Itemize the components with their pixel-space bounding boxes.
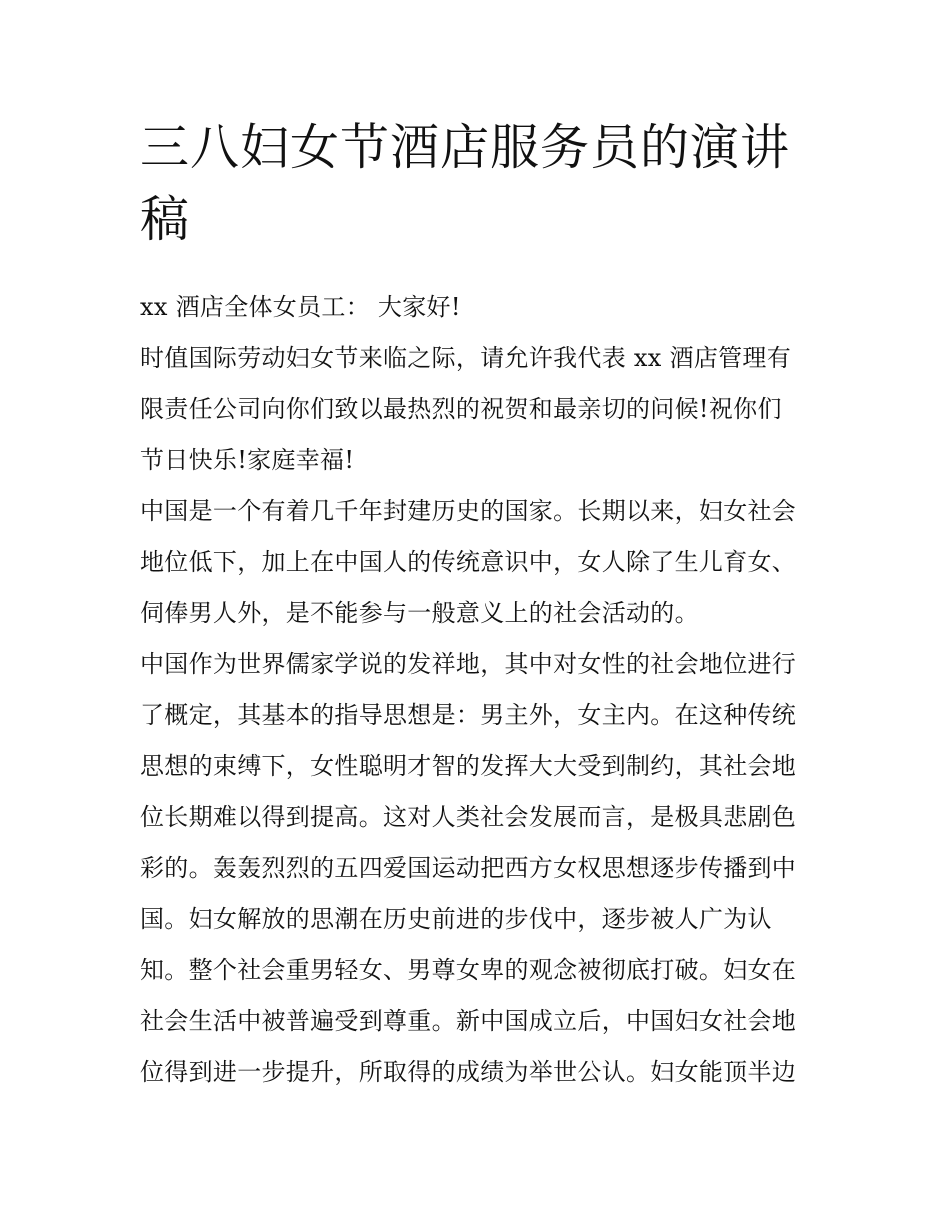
document-body bbox=[140, 282, 815, 1098]
text-line: 时值国际劳动妇女节来临之际，请允许我代表 xx 酒店管理有 bbox=[140, 344, 792, 372]
text-line: 地位低下，加上在中国人的传统意识中，女人除了生儿育女、 bbox=[140, 548, 797, 576]
text-line: 国。妇女解放的思潮在历史前进的步伐中，逐步被人广为认 bbox=[140, 905, 772, 933]
title-line: 三八妇女节酒店服务员的演讲 bbox=[140, 119, 791, 176]
text-line: 伺俸男人外，是不能参与一般意义上的社会活动的。 bbox=[140, 599, 699, 627]
text-line: 限责任公司向你们致以最热烈的祝贺和最亲切的问候!祝你们 bbox=[140, 395, 782, 423]
text-line: xx 酒店全体女员工： 大家好! bbox=[140, 293, 461, 321]
text-line: 位长期难以得到提高。这对人类社会发展而言，是极具悲剧色 bbox=[140, 803, 797, 831]
text-line: 中国是一个有着几千年封建历史的国家。长期以来，妇女社会 bbox=[140, 497, 797, 525]
text-line: 节日快乐!家庭幸福! bbox=[140, 446, 355, 474]
text-line: 了概定，其基本的指导思想是：男主外，女主内。在这种传统 bbox=[140, 701, 797, 729]
document-title bbox=[140, 112, 820, 256]
text-line: 位得到进一步提升，所取得的成绩为举世公认。妇女能顶半边 bbox=[140, 1058, 797, 1086]
text-line: 彩的。轰轰烈烈的五四爱国运动把西方女权思想逐步传播到中 bbox=[140, 854, 797, 882]
title-line: 稿 bbox=[140, 191, 191, 248]
text-line: 中国作为世界儒家学说的发祥地，其中对女性的社会地位进行 bbox=[140, 650, 797, 678]
text-line: 知。整个社会重男轻女、男尊女卑的观念被彻底打破。妇女在 bbox=[140, 956, 797, 984]
text-line: 思想的束缚下，女性聪明才智的发挥大大受到制约，其社会地 bbox=[140, 752, 797, 780]
text-line: 社会生活中被普遍受到尊重。新中国成立后，中国妇女社会地 bbox=[140, 1007, 797, 1035]
